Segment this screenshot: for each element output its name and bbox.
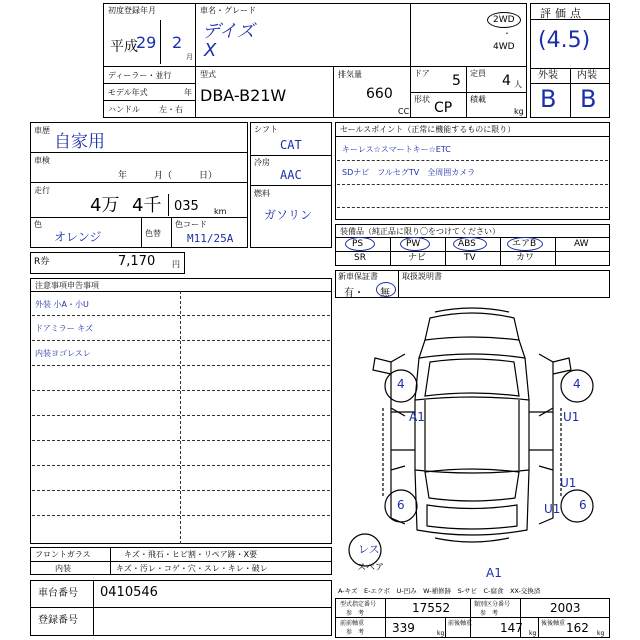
notes-label: 注意事項申告事項 [35,281,99,290]
mileage-rest: 035 [174,199,199,214]
damage-left-side: A1 [409,410,425,424]
sales-point-2: SDナビ フルセグTV 全周囲カメラ [342,168,476,177]
fuel-value: ガソリン [264,208,313,222]
warranty-no: 無 [380,288,390,299]
equip-navi: ナビ [408,253,427,263]
dealer-label: ディーラー・並行 [108,71,172,80]
car-grade-label: 車名・グレード [200,6,256,15]
front-weight-unit: kg [437,630,445,637]
2wd-label: 2WD [493,15,515,25]
recycle-value: 7,170 [118,254,156,269]
windshield-options: キズ・飛石・ヒビ割・リペア跡・X要 [124,550,258,559]
damage-right-lower: U1 [560,476,577,490]
sales-point-1: キーレス☆スマートキー☆ETC [342,145,451,154]
color-label: 色 [34,220,42,229]
score-value: (4.5) [538,28,591,53]
grade-value: X [204,40,217,61]
shape-label: 形状 [414,95,430,104]
spare-note: レス [358,543,380,556]
warranty-yes: 有・ [344,288,364,299]
model-year-label: モデル年式 [108,88,148,97]
front-weight-label: 前前軸重 [340,620,365,627]
recycle-box [30,252,185,274]
reg-label: 登録番号 [38,615,78,626]
load-label: 積載 [470,95,486,104]
ps-circle [345,237,375,251]
damage-legend: A-キズ E-エクボ U-凹み W-補修跡 S-サビ C-腐食 XX-交換済 [338,587,541,595]
airbag-circle [507,237,543,251]
yen-label: 円 [172,260,180,269]
notes-box [30,278,332,544]
spare-label: スペア [357,563,385,573]
ref-label-2: 参 考 [480,610,499,617]
mid-weight-unit: kg [529,630,537,637]
shift-value: CAT [280,138,302,152]
ref-label-1: 参 考 [346,610,365,617]
damage-left-rear-tire: 6 [397,498,405,512]
month-label: 月 [186,53,193,61]
stamp-cat-label: 類別区分番号 [474,601,511,608]
rear-weight-value: 162 [566,621,589,635]
door-label: ドア [414,69,430,78]
model-type-label: 型式 [200,70,216,79]
windshield-label: フロントガラス [35,550,91,559]
chassis-value: 0410546 [100,585,158,600]
doors-value: 5 [452,73,461,89]
4wd-label: 4WD [493,42,515,52]
first-reg-label: 初度登録年月 [108,6,156,15]
warranty-label: 新車保証書 [338,272,378,281]
era-value: 平成 [110,39,138,55]
displacement-value: 660 [366,86,393,102]
equip-airbag: エアB [512,239,537,249]
displacement-label: 排気量 [338,70,362,79]
equipment-label: 装備品（純正品に限り〇をつけてください） [340,227,500,236]
year-value: 29 [136,33,157,52]
damage-right-front-tire: 4 [573,377,581,391]
exterior-grade: B [540,85,557,113]
equip-leather: カワ [516,253,535,263]
damage-right-rear-u: U1 [544,502,561,516]
color-code-value: M11/25A [187,232,234,245]
model-code-value: DBA-B21W [200,86,287,105]
shift-label: シフト [254,125,278,134]
car-name-value: デイズ [202,21,255,42]
color-swap-label: 色替 [145,229,161,238]
month-value: 2 [172,33,183,52]
kg-label: kg [514,107,524,116]
ac-value: AAC [280,168,302,182]
note-line-3: 内装ヨゴレスレ [35,349,91,358]
handle-label: ハンドル [108,105,140,114]
equip-abs: ABS [458,239,476,249]
inspection-label: 車検 [34,156,50,165]
person-label: 人 [514,80,522,89]
stamp-cat-value: 2003 [550,601,581,615]
equip-ps: PS [352,239,364,249]
km-label: km [214,207,227,216]
mid-weight-label: 前後軸重 [448,620,473,627]
ac-label: 冷房 [254,158,270,167]
damage-right-rear-tire: 6 [579,498,587,512]
interior-row-label: 内装 [55,564,71,573]
equip-tv: TV [464,253,476,263]
color-value: オレンジ [54,230,102,244]
manual-label: 取扱説明書 [402,272,442,281]
note-line-2: ドアミラー キズ [35,324,94,333]
use-value: 自家用 [54,132,105,152]
wd-dot: ・ [503,29,511,38]
interior-options: キズ・汚レ・コゲ・穴・スレ・キレ・破レ [116,564,268,573]
stamp-model-value: 17552 [412,601,451,615]
warranty-no-circle [376,282,396,297]
damage-rear: A1 [486,566,502,580]
color-code-label: 色コード [175,220,207,229]
eval-label: 評価点 [540,7,585,20]
cc-label: CC [398,107,410,116]
damage-right-side: U1 [563,410,580,424]
rear-weight-unit: kg [597,630,605,637]
chassis-label: 車台番号 [38,588,78,599]
fuel-label: 燃料 [254,189,270,198]
mileage-label: 走行 [34,186,50,195]
capacity-value: 4 [502,73,511,89]
model-year-suffix: 年 [184,88,192,97]
ref-label-3: 参 考 [346,629,365,636]
sales-points-label: セールスポイント（正常に機能するものに限り） [340,125,516,134]
mileage-sen: 4千 [132,195,162,216]
shape-value: CP [434,100,453,116]
equip-aw: AW [574,239,589,249]
inspection-fields: 年 月（ 日） [118,171,218,181]
use-label: 車歴 [34,126,50,135]
mileage-man: 4万 [90,195,120,216]
stamp-model-label: 型式指定番号 [340,601,377,608]
interior-grade: B [580,85,597,113]
recycle-label: R券 [34,257,50,267]
damage-left-front-tire: 4 [397,377,405,391]
capacity-label: 定員 [470,69,486,78]
handle-options: 左・右 [159,105,183,114]
interior-label: 内装 [577,70,597,81]
note-line-1: 外装 小A・小U [35,300,89,309]
exterior-label: 外装 [538,70,558,81]
pw-circle [400,237,430,251]
equip-sr: SR [354,253,366,263]
mid-weight-value: 147 [500,621,523,635]
front-weight-value: 339 [392,621,415,635]
equip-pw: PW [406,239,421,249]
abs-circle [453,237,487,251]
rear-weight-label: 後後軸重 [541,620,566,627]
